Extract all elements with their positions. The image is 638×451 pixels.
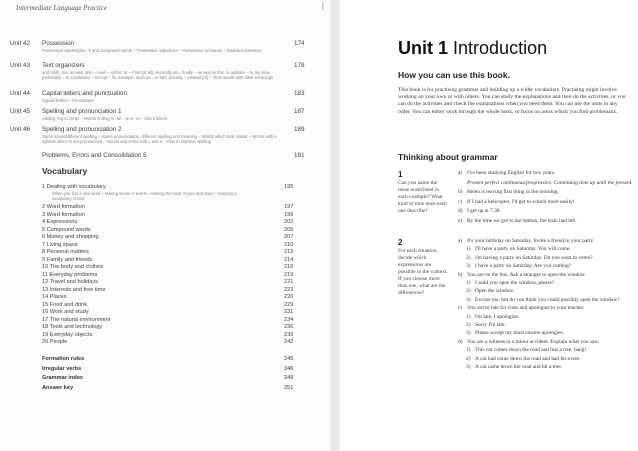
item-label: 3) [466, 364, 471, 370]
toc-vocab-page: 219 [284, 271, 294, 278]
toc-backmatter-row [42, 375, 310, 383]
toc-vocab-row [42, 212, 310, 219]
exercise-item [458, 189, 630, 196]
toc-vocab-page: 212 [284, 249, 294, 255]
item-text: If I had a helicopter, I'd get to school more easily! [467, 198, 575, 205]
toc-vocab-row [42, 242, 310, 249]
toc-vocab-row [42, 234, 310, 241]
toc-unit-number: Unit 46 [10, 126, 30, 133]
toc-vocab-row [42, 317, 310, 324]
toc-vocab-row [42, 272, 310, 279]
item-label: d) [458, 338, 463, 345]
toc-backmatter-title: Answer key [42, 384, 74, 391]
item-text: Open the window. [475, 288, 515, 295]
toc-vocab-page: 202 [284, 219, 294, 225]
toc-vocab-title: 12 Travel and holidays [42, 279, 98, 285]
item-text: By the time we got to the station, the train had left. [467, 217, 577, 224]
item-text: You are on the bus. Ask a stranger to open the window. [467, 271, 586, 278]
exercise-item [458, 272, 630, 279]
toc-vocab-page: 214 [284, 256, 294, 263]
toc-vocab-page: 197 [284, 204, 294, 210]
item-text: I have a party on Saturday. Are you coming? [475, 263, 572, 270]
exercise-item [458, 322, 630, 329]
toc-vocab-row [42, 264, 310, 271]
toc-vocab-row [42, 257, 310, 264]
page-title [398, 38, 547, 59]
toc-unit-title: Possession [42, 40, 75, 47]
toc-unit-row [10, 62, 320, 82]
toc-vocab-title: 13 Interests and free time [42, 286, 106, 293]
toc-backmatter-title: Formation rules [42, 356, 85, 362]
toc-vocab-page: 239 [284, 331, 294, 338]
toc-vocab-title: 3 Word formation [42, 211, 85, 218]
unit-label: Unit 1 [398, 38, 449, 58]
toc-consolidation-title: Problems, Errors and Consolidation 5 [42, 152, 147, 159]
toc-backmatter-row [42, 366, 310, 374]
exercise-item [458, 330, 630, 337]
item-text: Could you open the window, please? [475, 280, 555, 286]
item-text: A car came down the road and hit a tree. [475, 364, 563, 370]
exercise-item [458, 339, 630, 346]
item-text: Sorry I'm late. [475, 322, 506, 328]
item-label: 2) [466, 322, 471, 328]
toc-vocab-page: 231 [284, 309, 294, 315]
toc-vocab-row [42, 294, 310, 301]
toc-unit-number: Unit 45 [10, 108, 30, 115]
item-label: 2) [466, 288, 471, 295]
exercise-item [458, 347, 630, 354]
toc-unit-page: 183 [294, 90, 305, 97]
toc-vocab-page: 210 [284, 241, 294, 248]
exercise-item [458, 314, 630, 321]
exercise-1-number: 1 [398, 170, 403, 179]
toc-consolidation-row [10, 152, 320, 161]
item-label: 3) [466, 263, 471, 270]
toc-unit-page: 189 [294, 126, 305, 133]
toc-vocab-row [42, 249, 310, 256]
item-text: This car comes down the road and hits a tree, bang! [475, 347, 587, 354]
exercise-item [458, 263, 630, 270]
toc-backmatter-page: 251 [284, 384, 294, 391]
item-text: You arrive late for class and apologize to your teacher. [467, 305, 585, 312]
toc-vocab-page: 223 [284, 286, 294, 293]
toc-vocab-page: 207 [284, 234, 294, 240]
toc-unit-row [10, 126, 320, 146]
toc-unit-subtopics: Possessive apostrophe -'s and compound words – Possessive adjectives – Possessive pronouns – Double possessive [42, 48, 262, 53]
toc-unit-subtopics: Capital letters – Punctuation [42, 98, 95, 103]
toc-backmatter-page: 245 [284, 356, 294, 362]
toc-backmatter-row [42, 356, 310, 364]
item-text: Please accept my most sincere apologies. [475, 330, 564, 337]
toc-backmatter-title: Grammar index [42, 375, 84, 381]
exercise-1-question: Can you name the tense underlined in each example? What kind of time does each one describe? [398, 180, 447, 214]
exercise-item [458, 170, 630, 177]
toc-vocab-title: 18 Tools and technology [42, 324, 103, 330]
item-text: I've been studying English for two years. [467, 170, 556, 176]
exercise-item [458, 297, 630, 304]
item-label: c) [458, 198, 463, 205]
toc-vocab-row [42, 339, 310, 346]
exercise-item [458, 356, 630, 363]
toc-vocab-title: 14 Places [42, 294, 67, 300]
corner-mark: | [322, 3, 324, 10]
item-label: b) [458, 271, 463, 278]
exercise-item [458, 305, 630, 312]
toc-vocab-row [42, 204, 310, 211]
item-label: c) [458, 305, 463, 312]
item-text: It's your birthday on Saturday. Invite a friend to your party. [467, 238, 595, 244]
exercise-2-number: 2 [398, 238, 403, 247]
toc-vocab-title: 19 Everyday objects [42, 331, 93, 338]
item-text: I'm having a party on Saturday. Do you want to come? [475, 254, 593, 261]
running-head: Intermediate Language Practice [16, 4, 107, 12]
toc-vocab-subtopics: When you find a new word – Making sense of words – Making the most of your dictionary – Keeping a vocabulary record [52, 191, 237, 201]
toc-vocab-page: 236 [284, 324, 294, 330]
toc-vocab-row [42, 184, 310, 191]
toc-vocab-row [42, 302, 310, 309]
toc-vocab-page: 234 [284, 316, 294, 323]
exercise-2-question: For each situation, decide which expressions are possible in the context. If you choose more than one, what are the differences? [398, 248, 448, 296]
exercise-item [458, 288, 630, 295]
exercise-item [458, 280, 630, 287]
toc-unit-title: Capital letters and punctuation [42, 90, 128, 97]
unit-page [340, 0, 638, 451]
item-label: 2) [466, 254, 471, 261]
toc-unit-title: Spelling and pronunciation 1 [42, 108, 122, 115]
exercise-item [458, 238, 630, 245]
toc-consolidation-page: 191 [294, 152, 305, 159]
toc-unit-page: 178 [294, 62, 305, 69]
item-text: I'm late, I apologize. [475, 313, 520, 320]
item-label: 2) [466, 355, 471, 362]
item-label: 1) [466, 246, 471, 253]
item-label: 1) [466, 313, 471, 320]
exercise-item [458, 255, 630, 262]
toc-vocab-page: 205 [284, 226, 294, 233]
item-label: 1) [466, 280, 471, 286]
toc-vocab-title: 6 Money and shopping [42, 234, 99, 240]
toc-vocab-title: 20 People [42, 339, 68, 345]
toc-vocab-page: 229 [284, 301, 294, 308]
toc-vocab-row [42, 287, 310, 294]
item-label: 3) [466, 330, 471, 337]
toc-vocab-row [42, 219, 310, 226]
item-label: a) [458, 238, 463, 244]
item-text: I'll have a party on Saturday. You will come. [475, 246, 571, 253]
toc-vocab-page: 199 [284, 211, 294, 218]
toc-unit-number: Unit 44 [10, 90, 30, 97]
toc-vocab-title: 11 Everyday problems [42, 271, 98, 278]
toc-vocab-page: 216 [284, 264, 294, 270]
toc-vocab-title: 7 Living space [42, 241, 78, 248]
toc-unit-number: Unit 43 [10, 62, 30, 69]
toc-backmatter-page: 249 [284, 375, 294, 381]
item-label: a) [458, 170, 463, 176]
toc-unit-row [10, 40, 320, 60]
toc-vocab-title: 2 Word formation [42, 204, 85, 210]
book-gutter [330, 0, 340, 451]
toc-vocab-page: 226 [284, 294, 294, 300]
item-label: d) [458, 208, 463, 214]
item-label: 1) [466, 347, 471, 354]
exercise-item [458, 208, 630, 215]
toc-backmatter-title: Irregular verbs [42, 365, 82, 372]
toc-unit-subtopics: Adding -ing to verbs – Words ending in -ful – ie or -ei – Silent letters [42, 116, 168, 121]
toc-backmatter-row [42, 385, 310, 393]
toc-vocab-title: 15 Food and drink [42, 301, 88, 308]
toc-vocab-page: 242 [284, 339, 294, 345]
item-text: Excuse me, but do you think you could possibly open the window? [475, 296, 620, 303]
item-text: Helen is leaving first thing in the morning. [467, 189, 559, 195]
toc-unit-number: Unit 42 [10, 40, 30, 47]
item-text: A car had come down the road and had hit a tree. [475, 355, 581, 362]
item-label: b) [458, 189, 463, 195]
exercise-item [458, 179, 633, 187]
toc-vocab-row [42, 332, 310, 339]
toc-vocab-title: 10 The body and clothes [42, 264, 104, 270]
toc-vocab-title: 8 Personal matters [42, 249, 89, 255]
exercise-item [458, 199, 630, 206]
how-heading: How you can use this book. [398, 70, 510, 80]
toc-vocab-title: 1 Dealing with vocabulary [42, 184, 106, 190]
toc-vocab-title: 17 The natural environment [42, 316, 111, 323]
toc-backmatter-page: 246 [284, 365, 294, 372]
toc-unit-page: 174 [294, 40, 305, 47]
exercise-item [458, 246, 630, 253]
toc-vocab-title: 16 Work and study [42, 309, 89, 315]
item-label: 3) [466, 296, 471, 303]
exercise-item [458, 218, 630, 225]
unit-title: Introduction [453, 38, 548, 58]
toc-vocab-page: 221 [284, 279, 294, 285]
toc-unit-row [10, 108, 320, 128]
toc-vocab-row [42, 279, 310, 286]
exercise-item [458, 364, 630, 371]
toc-unit-row [10, 90, 320, 110]
item-text: I get up at 7.30. [467, 208, 501, 214]
toc-vocab-row [42, 324, 310, 331]
toc-vocab-row [42, 309, 310, 316]
toc-unit-title: Spelling and pronunciation 2 [42, 126, 122, 133]
toc-vocab-page: 195 [284, 184, 294, 190]
item-label: e) [458, 217, 463, 224]
item-text: Present perfect continuous/progressive. Continuing time up until the present. [467, 179, 633, 186]
toc-unit-title: Text organizers [42, 62, 85, 69]
toc-vocab-title: 5 Compound words [42, 226, 91, 233]
toc-unit-page: 187 [294, 108, 305, 115]
toc-unit-subtopics: Same sound/different spelling – Same pronunciation, different spelling and meaning – Words which look similar – Words with a syllable which is not pronounced – Nouns and verbs with c and s – How to improve spelling [42, 134, 277, 144]
thinking-heading: Thinking about grammar [398, 152, 498, 162]
toc-vocab-row [42, 227, 310, 234]
toc-vocab-title: 9 Family and friends [42, 256, 93, 263]
how-paragraph: This book is for practising grammar and building up a wider vocabulary. Practising might involve working on your own or with others. You can study the explanations and then do the activities, or you can do the activities and check the explanations when you need them. You can use the units in any order. You can either work through the whole book, or focus on areas which you find problematic. [398, 87, 626, 115]
item-text: You are a witness to a minor accident. Explain what you saw. [467, 338, 600, 345]
vocabulary-heading: Vocabulary [42, 166, 88, 176]
toc-vocab-title: 4 Expressions [42, 219, 78, 225]
toc-unit-subtopics: and, both, too, as well, also – even – either, or – First (of all), secondly etc., finally – As well as this, in addition – In my view, personally – In conclusion – except – for example, such as – in fact, actually – instead (of) – Time words with other meanings [42, 70, 274, 80]
